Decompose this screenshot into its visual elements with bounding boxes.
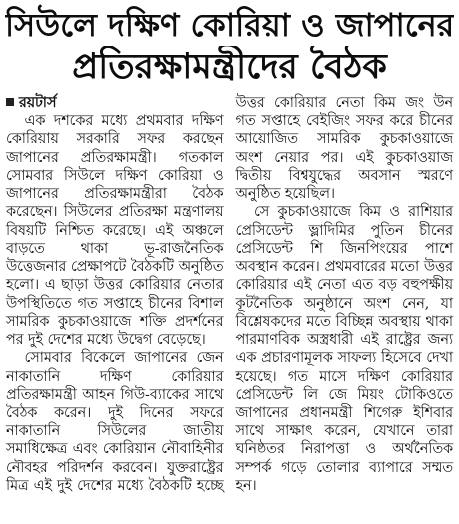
headline (5, 4, 454, 88)
square-bullet-icon (6, 98, 14, 106)
paragraph-1: এক দশকের মধ্যে প্রথমবার দক্ষিণ কোরিয়ায় সরকারি সফর করছেন জাপানের প্রতিরক্ষামন্ত্রী। গতকাল সোমবার সিউলে দক্ষিণ কোরিয়া ও জাপানের প্রতিরক্ষামন্ত্রীরা বৈঠক করেছেন। সিউলের প্রতিরক্ষা মন্ত্রণালয় বিষয়টি নিশ্চিত করেছে। এই অঞ্চলে বাড়তে থাকা ভূ-রাজনৈতিক উত্তেজনার প্রেক্ষাপটে বৈঠকটি অনুষ্ঠিত হলো। এ ছাড়া উত্তর কোরিয়ার নেতার উপস্থিতিতে গত সপ্তাহে চীনের বিশাল সামরিক কুচকাওয়াজে শক্তি প্রদর্শনের পর দুই দেশের মধ্যে উদ্বেগ বেড়েছে। (6, 113, 224, 349)
byline-source: রয়টার্স (18, 95, 57, 111)
paragraph-2: সোমবার বিকেলে জাপানের জেন নাকাতানি দক্ষিণ কোরিয়ার প্রতিরক্ষামন্ত্রী আহন গিউ-ব্যাকের সাথে বৈঠক করেন। দুই দিনের সফরে নাকাতানি সিউলের জাতীয় সমাধিক্ষেত্র এবং কোরিয়ান নৌবাহিনীর নৌবহর পরিদর্শন করবেন। যুক্তরাষ্ট্রের মিত্র এই দুই দেশের মধ্যে বৈঠকটি হচ্ছে উত্তর কোরিয়ার নেতা কিম জং উন গত সপ্তাহে বেইজিং সফর করে চীনের আয়োজিত সামরিক কুচকাওয়াজে অংশ নেয়ার পর। এই কুচকাওয়াজ দ্বিতীয় বিশ্বযুদ্ধের অবসান স্মরণে অনুষ্ঠিত হয়েছিল। (6, 95, 453, 494)
byline (6, 94, 224, 112)
headline-line-2: প্রতিরক্ষামন্ত্রীদের বৈঠক (72, 46, 387, 87)
article-body (6, 94, 453, 495)
headline-line-1: সিউলে দক্ষিণ কোরিয়া ও জাপানের (5, 6, 454, 44)
paragraph-3: সে কুচকাওয়াজে কিম ও রাশিয়ার প্রেসিডেন্ট ভ্লাদিমির পুতিন চীনের প্রেসিডেন্ট শি জিনপিংয়ের পাশে অবস্থান করেন। প্রথমবারের মতো উত্তর কোরিয়ার এই নেতা এত বড় বহুপক্ষীয় কূটনৈতিক অনুষ্ঠানে অংশ নেন, যা বিশ্লেষকদের মতে বিচ্ছিন্ন অবস্থায় থাকা পারমাণবিক অস্ত্রধারী এই রাষ্ট্রের জন্য এক প্রচারণামূলক সাফল্য হিসেবে দেখা হয়েছে। গত মাসে দক্ষিণ কোরিয়ার প্রেসিডেন্ট লি জে মিয়ং টোকিওতে জাপানের প্রধানমন্ত্রী শিগেরু ইশিবার সাথে সাক্ষাৎ করেন, যেখানে তারা ঘনিষ্ঠতর নিরাপত্তা ও অর্থনৈতিক সম্পর্ক গড়ে তোলার ব্যাপারে সম্মত হন। (235, 204, 453, 494)
